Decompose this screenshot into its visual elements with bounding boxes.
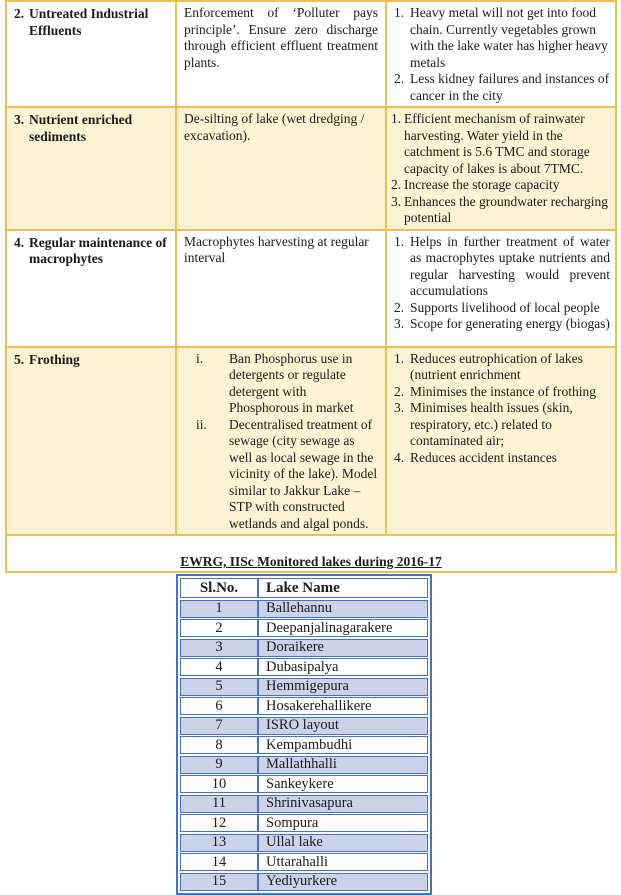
lake-row — [180, 736, 428, 754]
lake-row — [180, 814, 428, 832]
lake-name: Doraikere — [266, 639, 324, 655]
lake-row — [180, 619, 428, 637]
action-item-label: ii. — [196, 416, 207, 432]
action-item-label: i. — [196, 350, 204, 366]
action-item-text: Ban Phosphorus use in detergents or regulate detergent with Phosphorous in market — [229, 350, 354, 415]
benefit-item-text: Heavy metal will not get into food chain. Currently vegetables grown with the lake water has higher heavy metals — [410, 5, 608, 70]
action-cell — [175, 231, 385, 346]
issue-number: 4. — [14, 234, 25, 250]
action-text: De-silting of lake (wet dredging / excavation). — [184, 111, 365, 143]
action-item-text: Decentralised treatment of sewage (city sewage as well as local sewage in the vicinity of the lake). Model similar to Jakkur Lake – STP with constructed wetlands and algal ponds. — [229, 416, 378, 531]
action-cell — [175, 108, 385, 229]
benefit-item — [391, 316, 610, 333]
benefit-item-text: Efficient mechanism of rainwater harvesting. Water yield in the catchment is 5.6 TMC and storage capacity of lakes is about 7TMC. — [404, 111, 590, 176]
benefit-item — [391, 177, 610, 194]
lake-row — [180, 658, 428, 676]
lake-name: Sompura — [266, 814, 319, 831]
benefit-item-text: Enhances the groundwater recharging potential — [404, 193, 609, 225]
lake-name: Ullal lake — [266, 834, 323, 850]
lakes-column-header-name: Lake Name — [266, 579, 340, 596]
benefit-item-label: 2. — [394, 71, 405, 86]
benefit-item — [391, 300, 610, 317]
benefit-item-text: Reduces eutrophication of lakes (nutrient enrichment — [410, 350, 583, 382]
issue-number: 3. — [14, 112, 25, 127]
issue-row — [7, 229, 615, 346]
lake-row — [180, 834, 428, 852]
lake-name: Shrinivasapura — [266, 795, 353, 811]
benefit-item-label: 4. — [394, 449, 405, 465]
lake-serial-number: 1 — [181, 601, 259, 617]
lake-name: Hemmigepura — [266, 678, 349, 694]
benefit-item-label: 3. — [394, 400, 405, 415]
action-cell — [175, 2, 385, 106]
benefit-item-text: Supports livelihood of local people — [410, 299, 600, 315]
lake-serial-number: 13 — [181, 835, 259, 851]
benefit-item — [391, 234, 610, 300]
benefit-item-label: 2. — [394, 383, 405, 399]
action-list-item — [184, 351, 378, 417]
lake-serial-number: 14 — [181, 854, 259, 870]
benefit-item-label: 2. — [391, 177, 402, 192]
lake-serial-number: 6 — [181, 698, 259, 714]
lake-row — [180, 775, 428, 793]
lake-serial-number: 8 — [181, 737, 259, 753]
lake-serial-number: 9 — [181, 757, 259, 773]
benefit-item-text: Minimises the instance of frothing — [410, 383, 596, 399]
benefit-item-label: 3. — [391, 193, 402, 209]
lake-serial-number: 7 — [181, 718, 259, 734]
issue-cell — [7, 2, 175, 106]
benefits-list — [391, 5, 610, 104]
benefits-cell — [385, 2, 615, 106]
issue-title: Untreated Industrial Effluents — [29, 6, 149, 38]
lake-row — [180, 639, 428, 657]
issue-cell — [7, 348, 175, 535]
issues-table — [5, 0, 617, 573]
action-text: Macrophytes harvesting at regular interval — [184, 233, 369, 265]
lake-serial-number: 10 — [181, 776, 259, 792]
lakes-table-title-row — [7, 534, 615, 571]
lake-name: Sankeykere — [266, 775, 334, 792]
benefit-item-label: 1. — [394, 350, 405, 366]
benefit-item-label: 3. — [394, 316, 405, 331]
lake-serial-number: 15 — [181, 874, 259, 890]
benefits-list — [391, 234, 610, 333]
benefit-item — [391, 5, 610, 71]
issue-title: Frothing — [29, 351, 80, 367]
benefits-list — [391, 111, 610, 227]
benefit-item-text: Reduces accident instances — [410, 449, 557, 465]
lake-row — [180, 756, 428, 774]
lakes-column-header-slno: Sl.No. — [181, 579, 259, 597]
benefit-item-text: Increase the storage capacity — [404, 177, 560, 192]
benefits-list — [391, 351, 610, 467]
lake-row — [180, 853, 428, 871]
benefit-item — [391, 194, 610, 227]
benefit-item — [391, 351, 610, 384]
benefit-item-text: Scope for generating energy (biogas) — [410, 316, 610, 331]
issue-number: 2. — [14, 6, 25, 21]
lake-serial-number: 4 — [181, 659, 259, 675]
issue-title: Nutrient enriched sediments — [29, 112, 133, 144]
benefit-item — [391, 111, 610, 177]
lake-row — [180, 717, 428, 735]
issue-cell — [7, 231, 175, 346]
lake-name: Mallathhalli — [266, 756, 337, 772]
benefits-cell — [385, 231, 615, 346]
benefit-item — [391, 400, 610, 450]
lakes-table-header-row — [180, 578, 428, 598]
lake-name: Deepanjalinagarakere — [266, 619, 393, 636]
lake-name: Yediyurkere — [266, 873, 338, 889]
benefits-cell — [385, 108, 615, 229]
lake-name: Ballehannu — [266, 600, 333, 616]
lake-name: Hosakerehallikere — [266, 697, 372, 714]
action-cell — [175, 348, 385, 535]
benefit-item-label: 1. — [391, 111, 402, 126]
benefit-item-text: Helps in further treatment of water as macrophytes uptake nutrients and regular harvesting would prevent accumulations — [410, 233, 610, 298]
lake-serial-number: 12 — [181, 815, 259, 831]
issue-row — [7, 346, 615, 535]
lakes-table-title: EWRG, IISc Monitored lakes during 2016-17 — [180, 554, 442, 569]
lake-row — [180, 600, 428, 618]
lake-row — [180, 873, 428, 891]
benefit-item-label: 1. — [394, 5, 405, 20]
lake-serial-number: 2 — [181, 620, 259, 636]
benefit-item — [391, 450, 610, 467]
lake-row — [180, 697, 428, 715]
lake-serial-number: 11 — [181, 796, 259, 812]
benefit-item-label: 1. — [394, 233, 405, 249]
action-list-item — [184, 417, 378, 533]
lake-name: Kempambudhi — [266, 736, 353, 753]
benefit-item — [391, 71, 610, 104]
issue-number: 5. — [14, 351, 25, 367]
benefit-item-label: 2. — [394, 299, 405, 315]
issue-row — [7, 2, 615, 106]
benefit-item-text: Less kidney failures and instances of cancer in the city — [410, 71, 610, 103]
issue-row — [7, 106, 615, 229]
benefit-item — [391, 384, 610, 401]
lake-name: Dubasipalya — [266, 658, 339, 675]
lake-row — [180, 795, 428, 813]
lake-row — [180, 678, 428, 696]
lakes-table — [176, 574, 432, 895]
issue-title: Regular maintenance of macrophytes — [29, 234, 167, 266]
benefit-item-text: Minimises health issues (skin, respiratory, etc.) related to contaminated air; — [410, 400, 573, 448]
lake-serial-number: 3 — [181, 640, 259, 656]
action-text: Enforcement of ‘Polluter pays principle’. Ensure zero discharge through efficient effluent treatment plants. — [184, 5, 378, 70]
benefits-cell — [385, 348, 615, 535]
lake-name: ISRO layout — [266, 717, 339, 733]
lake-name: Uttarahalli — [266, 853, 329, 870]
issue-cell — [7, 108, 175, 229]
lake-serial-number: 5 — [181, 679, 259, 695]
